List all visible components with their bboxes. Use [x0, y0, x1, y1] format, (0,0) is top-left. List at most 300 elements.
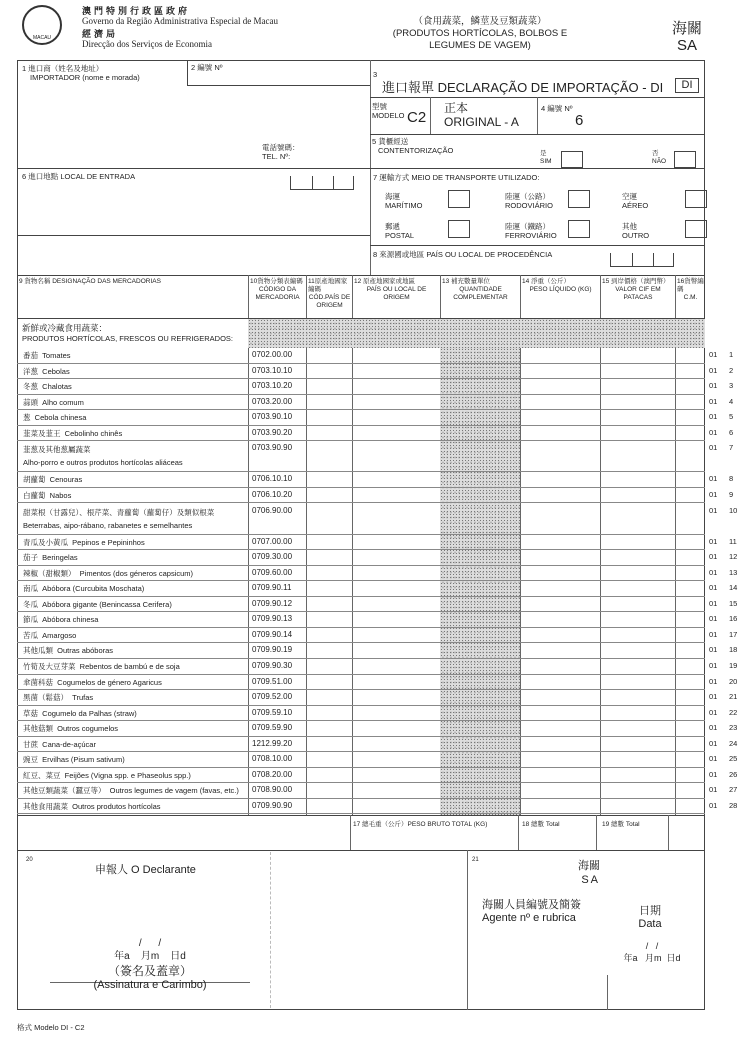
table-row: [17, 472, 734, 488]
nao-pt: NÃO: [652, 158, 667, 165]
row-number: 25: [729, 754, 738, 764]
goods-code: 0709.90.12: [252, 598, 293, 608]
row-number: 8: [729, 474, 734, 484]
row-number: 24: [729, 738, 738, 748]
currency-code: 01: [709, 396, 718, 406]
goods-pt: Rebentos de bambú e de soja: [79, 662, 180, 671]
goods-zh: 洋葱: [23, 366, 38, 376]
transport-pt: POSTAL: [385, 231, 415, 240]
goods-name: [23, 785, 251, 800]
table-row: [17, 752, 738, 768]
currency-code: 01: [709, 692, 718, 702]
goods-zh: 其他豆類蔬菜（蠶豆等）: [23, 786, 106, 796]
row-number: 5: [729, 412, 734, 422]
row-number: 6: [729, 427, 734, 437]
currency-code: 01: [709, 676, 718, 686]
goods-code: 0709.90.19: [252, 645, 293, 655]
column-header-zh: 10貨物分類表編碼: [250, 278, 303, 285]
table-row: [17, 721, 738, 737]
column-header-pt: C.M.: [683, 294, 698, 301]
goods-zh: 蒜頭: [23, 397, 38, 407]
modelo-zh: 型號: [372, 102, 387, 111]
goods-code: 0709.90.14: [252, 629, 293, 639]
column-header: [522, 278, 599, 294]
table-row: [17, 395, 734, 411]
goods-code: 0703.10.20: [252, 381, 293, 391]
goods-pt: Cebolas: [42, 366, 70, 376]
declarant-title: 申報人 O Declarante: [95, 864, 196, 876]
goods-zh: 其他瓜類: [23, 646, 53, 656]
currency-code: 01: [709, 598, 718, 608]
column-header: [19, 278, 247, 286]
goods-pt: Outros legumes de vagem (favas, etc.): [109, 786, 239, 796]
modelo-label: [372, 102, 405, 120]
container-label: [372, 137, 453, 155]
goods-name: [23, 677, 251, 692]
total-19-label: 19 總數 Total: [602, 821, 640, 828]
column-header-zh: 14 淨重（公斤）: [522, 278, 571, 285]
date-sep: / /: [138, 938, 162, 949]
table-row: [17, 379, 734, 395]
copy-zh: 正本: [444, 101, 469, 115]
table-row: [17, 426, 734, 442]
goods-pt: Outros produtos hortícolas: [72, 801, 161, 811]
currency-code: 01: [709, 489, 718, 499]
row-number: 14: [729, 583, 738, 593]
shaded-area: [248, 319, 705, 348]
currency-code: 01: [709, 443, 718, 453]
goods-name: [23, 630, 251, 645]
tel-pt: TEL. Nº:: [262, 152, 291, 161]
signature-zh: （簽名及蓋章）: [107, 964, 192, 978]
goods-name: [23, 614, 251, 629]
gov-pt: Governo da Região Administrativa Especial de Macau: [82, 16, 278, 26]
transport-option-label: [385, 222, 414, 240]
origin-code-field[interactable]: [610, 253, 674, 267]
dept-pt: Direcção dos Serviços de Economia: [82, 39, 212, 49]
goods-pt: Ervilhas (Pisum sativum): [42, 755, 125, 765]
column-header: [602, 278, 674, 302]
transport-checkbox[interactable]: [568, 190, 590, 208]
goods-code: 0709.90.13: [252, 614, 293, 624]
nao-label: [652, 150, 666, 166]
column-header-pt: CÓDIGO DA MERCADORIA: [255, 286, 300, 301]
goods-pt: Alho comum: [42, 397, 84, 407]
goods-code: 0709.60.00: [252, 567, 293, 577]
transport-option-label: [622, 222, 649, 240]
container-zh: 5 貨櫃經送: [372, 137, 409, 146]
row-number: 12: [729, 552, 738, 562]
goods-code: 0709.30.00: [252, 552, 293, 562]
goods-name: [23, 568, 251, 583]
row-number: 9: [729, 489, 734, 499]
goods-pt: Outras abóboras: [57, 646, 114, 656]
column-header-zh: 15 到岸價格（澳門幣）: [602, 278, 670, 285]
column-header-pt: PESO LÍQUIDO (KG): [529, 286, 592, 293]
currency-code: 01: [709, 754, 718, 764]
transport-zh: 陸運（鐵路）: [505, 222, 550, 231]
table-row: [17, 581, 738, 597]
box4-value: 6: [575, 112, 584, 129]
goods-pt: Pimentos (dos géneros capsicum): [79, 568, 194, 578]
goods-code: 0708.10.00: [252, 754, 293, 764]
row-number: 3: [729, 381, 734, 391]
date21-sep: / /: [645, 941, 659, 951]
transport-checkbox[interactable]: [448, 220, 470, 238]
goods-name: [23, 723, 251, 738]
table-row: [17, 364, 734, 380]
table-row: [17, 488, 734, 504]
goods-zh: 紅豆、菜豆: [23, 770, 61, 780]
agent-pt: Agente nº e rubrica: [482, 912, 576, 924]
currency-code: 01: [709, 800, 718, 810]
goods-zh: 茄子: [23, 553, 38, 563]
signature-pt: (Assinatura e Carimbo): [93, 979, 207, 991]
goods-name: [23, 645, 251, 660]
total-18-label: 18 總數 Total: [522, 821, 560, 828]
row-number: 7: [729, 443, 734, 453]
box3-num: 3: [373, 70, 378, 79]
goods-zh: 冬葱: [23, 382, 38, 392]
sim-label: [540, 150, 552, 166]
goods-name: [23, 443, 251, 473]
goods-code: 0708.20.00: [252, 769, 293, 779]
currency-code: 01: [709, 785, 718, 795]
table-row: [17, 799, 738, 815]
goods-zh: 冬瓜: [23, 599, 38, 609]
goods-zh: 其他菇類: [23, 724, 53, 734]
table-row: [17, 597, 738, 613]
subtitle-zh: （食用蔬菜，鱗莖及豆類蔬菜）: [413, 16, 547, 27]
column-header-zh: 12 原產地國家或地區: [354, 278, 416, 285]
table-row: [17, 535, 737, 551]
column-header-zh: 13 補充數量單位: [442, 278, 491, 285]
goods-name: [23, 692, 251, 707]
goods-name: [23, 754, 251, 769]
date-labels: 年a 月m 日d: [114, 951, 186, 962]
row-number: 2: [729, 365, 734, 375]
goods-zh: 青瓜及小黃瓜: [23, 537, 68, 547]
tel-zh: 電話號碼：: [262, 143, 300, 152]
column-header-pt: QUANTIDADE COMPLEMENTAR: [453, 286, 508, 301]
date-zh: 日期: [639, 905, 661, 917]
goods-code: 0708.90.00: [252, 785, 293, 795]
container-pt: CONTENTORIZAÇÃO: [378, 146, 454, 155]
goods-name: [23, 397, 251, 412]
sa21-zh: 海關: [578, 860, 600, 872]
goods-name: [23, 599, 251, 614]
table-row: [17, 441, 734, 472]
row-number: 10: [729, 505, 738, 515]
column-header: [250, 278, 305, 302]
table-row: [17, 737, 738, 753]
column-header: [354, 278, 439, 302]
transport-pt: FERROVIÁRIO: [505, 231, 557, 240]
row-number: 27: [729, 785, 738, 795]
transport-checkbox[interactable]: [685, 220, 707, 238]
row-number: 19: [729, 661, 738, 670]
transport-zh: 空運: [622, 192, 637, 201]
currency-code: 01: [709, 629, 718, 639]
goods-code: 0709.59.10: [252, 707, 293, 717]
date-label: [625, 905, 675, 931]
subtitle-pt2: LEGUMES DE VAGEM): [429, 40, 531, 51]
dept-zh: 經濟局: [82, 29, 119, 39]
declaration-title: 進口報單 DECLARAÇÃO DE IMPORTAÇÃO - DI: [382, 80, 664, 95]
column-header-zh: 16貨幣編碼: [677, 278, 704, 293]
currency-code: 01: [709, 645, 718, 655]
goods-zh: 白蘿蔔: [23, 490, 46, 500]
goods-code: 1212.99.20: [252, 738, 293, 748]
number-label: 2 編號 Nº: [191, 63, 223, 72]
transport-pt: MARÍTIMO: [385, 201, 423, 210]
table-row: [17, 628, 738, 644]
currency-code: 01: [709, 427, 718, 437]
goods-pt: Nabos: [49, 490, 72, 500]
transport-pt: AÉREO: [622, 201, 649, 210]
row-number: 15: [729, 598, 738, 608]
goods-code: 0706.90.00: [252, 505, 293, 515]
row-number: 16: [729, 614, 738, 624]
goods-pt: Beterrabas, aipo-rábano, rabanetes e semelhantes: [23, 520, 193, 530]
currency-code: 01: [709, 381, 718, 391]
entry-label: 6 進口地點 LOCAL DE ENTRADA: [22, 172, 136, 181]
sa-zh: 海關: [672, 20, 703, 37]
goods-code: 0703.90.20: [252, 427, 293, 437]
goods-name: [23, 770, 251, 785]
transport-zh: 郵遞: [385, 222, 400, 231]
row-number: 1: [729, 350, 734, 359]
transport-option-label: [385, 192, 423, 210]
column-header-pt: PAÍS OU LOCAL DE ORIGEM: [366, 286, 427, 301]
currency-code: 01: [709, 536, 718, 546]
goods-name: [23, 801, 251, 816]
transport-checkbox[interactable]: [685, 190, 707, 208]
goods-pt: Alho-porro e outros produtos hortícolas aliáceas: [23, 458, 183, 468]
table-row: [17, 690, 738, 706]
issuer-block: [82, 6, 278, 49]
gov-zh: 澳門特別行政區政府: [82, 6, 191, 16]
form-subtitle: [360, 16, 600, 52]
goods-name: [23, 739, 251, 754]
goods-zh: 豌豆: [23, 755, 38, 765]
currency-code: 01: [709, 552, 718, 562]
transport-zh: 其他: [622, 222, 637, 231]
customs-stamp: [540, 859, 600, 887]
table-row: [17, 659, 738, 675]
row-number: 4: [729, 396, 734, 406]
row-number: 26: [729, 769, 738, 779]
goods-name: [23, 583, 251, 598]
currency-code: 01: [709, 567, 718, 577]
goods-zh: 葱: [23, 413, 31, 423]
goods-code: 0706.10.10: [252, 474, 293, 484]
di-badge: DI: [675, 78, 699, 93]
goods-zh: 辣椒（甜椒類）: [23, 568, 76, 578]
entry-code-field[interactable]: [290, 176, 354, 190]
goods-pt: Cebola chinesa: [34, 413, 87, 423]
goods-name: [23, 428, 251, 443]
goods-code: 0709.90.30: [252, 661, 293, 670]
box20-num: 20: [26, 857, 33, 863]
goods-code: 0702.00.00: [252, 350, 293, 359]
currency-code: 01: [709, 769, 718, 779]
goods-code: 0707.00.00: [252, 536, 293, 546]
goods-name: [23, 490, 251, 505]
goods-name: [23, 412, 251, 427]
column-header: [308, 278, 351, 310]
goods-name: [23, 708, 251, 723]
goods-code: 0703.10.10: [252, 365, 293, 375]
importer-label-zh: 1 進口商（姓名及地址）: [22, 64, 104, 73]
modelo-value: C2: [407, 109, 427, 126]
goods-pt: Abóbora chinesa: [42, 615, 99, 625]
goods-pt: Feijões (Vigna spp. e Phaseolus spp.): [64, 770, 191, 780]
currency-code: 01: [709, 738, 718, 748]
row-number: 20: [729, 676, 738, 686]
nao-checkbox[interactable]: [674, 151, 696, 168]
goods-pt: Cebolinho chinês: [64, 428, 123, 438]
goods-name: [23, 537, 251, 552]
column-header: [677, 278, 704, 302]
row-number: 23: [729, 723, 738, 733]
number-field[interactable]: [187, 60, 371, 86]
column-header-pt: VALOR CIF EM PATACAS: [615, 286, 661, 301]
goods-pt: Cana-de-açúcar: [42, 739, 96, 749]
transport-pt: RODOVIÁRIO: [505, 201, 553, 210]
goods-zh: 其他食用蔬菜: [23, 801, 68, 811]
customs-date: [612, 940, 692, 964]
copy-label: [444, 101, 519, 129]
tel-label: [262, 143, 300, 161]
transport-checkbox[interactable]: [568, 220, 590, 238]
goods-zh: 番茄: [23, 351, 38, 360]
transport-option-label: [505, 222, 557, 240]
sim-pt: SIM: [540, 158, 552, 165]
table-row: [17, 768, 738, 784]
origin-label: 8 來源國或地區 PAÍS OU LOCAL DE PROCEDÊNCIA: [373, 250, 553, 259]
goods-code: 0703.20.00: [252, 396, 293, 406]
transport-label: 7 運輸方式 MEIO DE TRANSPORTE UTILIZADO:: [373, 173, 540, 182]
date21-labels: 年a 月m 日d: [623, 953, 681, 963]
table-row: [17, 566, 738, 582]
column-header: [442, 278, 519, 302]
transport-pt: OUTRO: [622, 231, 650, 240]
modelo-pt: MODELO: [372, 111, 405, 120]
group-zh: 新鮮或冷藏食用蔬菜：: [22, 323, 108, 333]
sa: SA: [677, 37, 698, 54]
row-number: 21: [729, 692, 738, 702]
goods-name: [23, 381, 251, 396]
subtitle-pt1: (PRODUTOS HORTÍCOLAS, BOLBOS E: [392, 28, 568, 39]
currency-code: 01: [709, 505, 718, 515]
transport-checkbox[interactable]: [448, 190, 470, 208]
goods-zh: 胡蘿蔔: [23, 475, 46, 485]
agent-zh: 海關人員編號及簡簽: [482, 899, 581, 911]
table-row: [17, 550, 738, 566]
goods-pt: Abóbora gigante (Benincassa Cerifera): [42, 599, 172, 609]
table-row: [17, 612, 738, 628]
form-model-footer: 格式 Modelo DI - C2: [17, 1023, 85, 1032]
currency-code: 01: [709, 412, 718, 422]
column-header-zh: 9 貨物名稱 DESIGNAÇÃO DAS MERCADORIAS: [19, 278, 161, 285]
goods-code: 0709.90.11: [252, 583, 292, 593]
column-header-pt: CÓD.PAÍS DE ORIGEM: [308, 294, 351, 309]
transport-option-label: [505, 192, 553, 210]
sa21: SA: [581, 874, 600, 886]
goods-zh: 韮菜及韮王: [23, 428, 61, 438]
declarant-date: [50, 937, 250, 992]
goods-code: 0709.51.00: [252, 676, 293, 686]
table-row: [17, 504, 738, 535]
gross-weight-label: 17 總毛重（公斤）PESO BRUTO TOTAL (KG): [353, 821, 488, 828]
goods-zh: 南瓜: [23, 584, 38, 594]
currency-code: 01: [709, 614, 718, 624]
copy-pt: ORIGINAL - A: [444, 115, 519, 129]
row-number: 18: [729, 645, 738, 655]
currency-code: 01: [709, 723, 718, 733]
goods-name: [23, 350, 251, 365]
row-number: 28: [729, 800, 738, 810]
goods-zh: 節瓜: [23, 615, 38, 625]
row-number: 11: [729, 536, 737, 546]
goods-zh: 甜菜根（甘露兒）、根芹菜、青蘿蔔（蘿蔔仔）及類似根菜: [23, 507, 215, 517]
goods-name: [23, 661, 251, 676]
goods-zh: 甘蔗: [23, 739, 38, 749]
currency-code: 01: [709, 474, 718, 484]
goods-name: [23, 506, 251, 536]
transport-zh: 陸運（公路）: [505, 192, 550, 201]
table-row: [17, 783, 738, 799]
table-row: [17, 706, 738, 722]
goods-pt: Outros cogumelos: [57, 724, 119, 734]
goods-code: 0709.59.90: [252, 723, 293, 733]
goods-code: 0706.10.20: [252, 489, 293, 499]
nao-zh: 否: [652, 150, 659, 157]
date-pt: Data: [638, 918, 662, 930]
goods-zh: 草菇: [23, 708, 38, 718]
currency-code: 01: [709, 583, 718, 593]
goods-zh: 苦瓜: [23, 630, 38, 640]
goods-zh: 竹筍及大豆芽菜: [23, 662, 76, 671]
goods-name: [23, 366, 251, 381]
goods-zh: 韮葱及其他葱屬蔬菜: [23, 445, 91, 455]
box4-label: 4 編號 Nº: [541, 104, 573, 113]
table-row: [17, 348, 734, 364]
row-number: 22: [729, 707, 738, 717]
goods-pt: Beringelas: [42, 553, 78, 563]
sim-checkbox[interactable]: [561, 151, 583, 168]
goods-pt: Cenouras: [49, 475, 83, 485]
goods-pt: Amargoso: [42, 630, 77, 640]
sim-zh: 是: [540, 150, 547, 157]
goods-code: 0709.52.00: [252, 692, 293, 702]
goods-name: [23, 474, 251, 489]
goods-code: 0703.90.10: [252, 412, 293, 422]
currency-code: 01: [709, 707, 718, 717]
currency-code: 01: [709, 661, 718, 670]
goods-pt: Abóbora (Curcubita Moschata): [42, 584, 145, 594]
goods-pt: Chalotas: [42, 382, 72, 392]
goods-pt: Tomates: [42, 351, 71, 360]
transport-zh: 海運: [385, 192, 400, 201]
goods-code: 0703.90.90: [252, 443, 293, 453]
box21-num: 21: [472, 857, 479, 863]
group-pt: PRODUTOS HORTÍCOLAS, FRESCOS OU REFRIGERADOS:: [22, 334, 234, 343]
goods-zh: 傘菌科菇: [23, 677, 53, 687]
row-number: 13: [729, 567, 738, 577]
customs-mark: [672, 20, 702, 54]
